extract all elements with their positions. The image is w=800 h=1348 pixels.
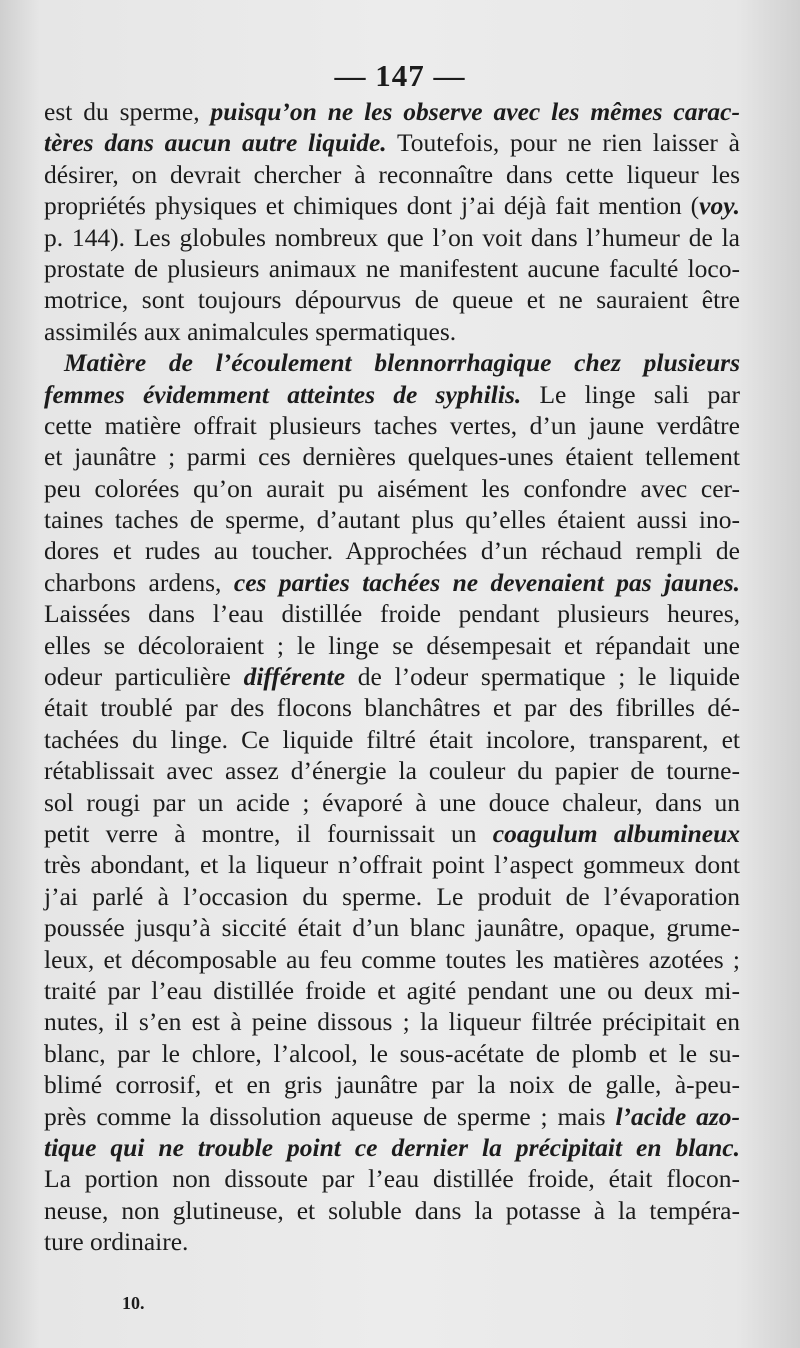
italic-text: Matière de l’écoulement blennorrhagique chez plusieurs: [64, 348, 740, 378]
text-run: assimilés aux animalcules spermatiques.: [44, 316, 457, 346]
text-run: rétablissait avec assez d’énergie la couleur du papier de tourne-: [44, 756, 740, 786]
text-run: cette matière offrait plusieurs taches vertes, d’un jaune verdâtre: [44, 410, 740, 440]
text-line: [44, 253, 740, 284]
text-line: [44, 912, 740, 943]
text-line: [44, 379, 740, 410]
text-line: [44, 881, 740, 912]
text-run: est du sperme,: [44, 97, 211, 126]
text-line: [44, 127, 740, 158]
text-line: [44, 755, 740, 786]
text-run: près comme la dissolution aqueuse de sperme ; mais: [44, 1101, 616, 1131]
text-line: [44, 944, 740, 975]
text-run: elles se décoloraient ; le linge se désempesait et répandait une: [44, 630, 740, 660]
text-line: [44, 222, 740, 253]
italic-text: coagulum albumineux: [492, 818, 740, 848]
text-line: [44, 630, 740, 661]
text-run: charbons ardens,: [44, 567, 234, 597]
text-line: [44, 410, 740, 441]
text-run: sol rougi par un acide ; évaporé à une douce chaleur, dans un: [44, 787, 740, 817]
text-line: [44, 567, 740, 598]
text-run: très abondant, et la liqueur n’offrait point l’aspect gommeux dont: [44, 850, 740, 880]
text-run: Toutefois, pour ne rien laisser à: [386, 128, 740, 158]
text-run: odeur particulière: [44, 662, 244, 692]
text-run: ture ordinaire.: [44, 1227, 189, 1257]
text-line: [44, 661, 740, 692]
text-run: tachées du linge. Ce liquide filtré était incolore, transparent, et: [44, 724, 740, 754]
text-run: était troublé par des flocons blanchâtres et par des fibrilles dé-: [44, 693, 740, 723]
text-line: [44, 1038, 740, 1069]
text-line: [44, 849, 740, 880]
page-number: — 147 —: [334, 58, 466, 93]
body-text: [44, 96, 740, 1257]
text-line: [44, 1226, 740, 1257]
text-run: La portion non dissoute par l’eau distillée froide, était flocon-: [44, 1164, 740, 1194]
text-run: dores et rudes au toucher. Approchées d’un réchaud rempli de: [44, 536, 740, 566]
italic-text: voy.: [699, 191, 740, 221]
signature-mark: 10.: [122, 1293, 145, 1313]
text-run: désirer, on devrait chercher à reconnaître dans cette liqueur les: [44, 159, 740, 189]
text-line: [44, 284, 740, 315]
italic-text: différente: [243, 662, 346, 692]
text-run: blimé corrosif, et en gris jaunâtre par la noix de galle, à-peu-: [44, 1070, 740, 1100]
text-line: [44, 190, 740, 221]
text-line: [44, 316, 740, 347]
text-line: [44, 535, 740, 566]
text-run: taines taches de sperme, d’autant plus qu’elles étaient aussi ino-: [44, 505, 740, 535]
text-run: j’ai parlé à l’occasion du sperme. Le produit de l’évaporation: [44, 881, 740, 911]
text-line: [44, 347, 740, 378]
text-line: [44, 692, 740, 723]
italic-text: ces parties tachées ne devenaient pas jaunes.: [233, 567, 740, 597]
text-run: petit verre à montre, il fournissait un: [44, 818, 493, 848]
text-line: [44, 1132, 740, 1163]
text-run: neuse, non glutineuse, et soluble dans la potasse à la tempéra-: [44, 1195, 740, 1225]
text-run: peu colorées qu’on aurait pu aisément les confondre avec cer-: [44, 473, 740, 503]
text-line: [44, 441, 740, 472]
text-run: Laissées dans l’eau distillée froide pendant plusieurs heures,: [44, 599, 740, 629]
text-line: [44, 1163, 740, 1194]
text-line: [44, 96, 740, 127]
text-line: [44, 504, 740, 535]
text-run: prostate de plusieurs animaux ne manifestent aucune faculté loco-: [44, 253, 740, 283]
text-run: nutes, il s’en est à peine dissous ; la liqueur filtrée précipitait en: [44, 1007, 740, 1037]
text-line: [44, 473, 740, 504]
text-line: [44, 1069, 740, 1100]
text-run: leux, et décomposable au feu comme toutes les matières azotées ;: [44, 944, 740, 974]
text-run: p. 144). Les globules nombreux que l’on voit dans l’humeur de la: [44, 222, 740, 252]
text-line: [44, 1101, 740, 1132]
text-run: motrice, sont toujours dépourvus de queue et ne sauraient être: [44, 285, 740, 315]
text-run: blanc, par le chlore, l’alcool, le sous-acétate de plomb et le su-: [44, 1038, 740, 1068]
text-line: [44, 159, 740, 190]
text-line: [44, 724, 740, 755]
italic-text: puisqu’on ne les observe avec les mêmes carac-: [210, 97, 740, 126]
text-line: [44, 975, 740, 1006]
text-run: et jaunâtre ; parmi ces dernières quelques-unes étaient tellement: [44, 442, 740, 472]
text-line: [44, 1006, 740, 1037]
italic-text: tères dans aucun autre liquide.: [44, 128, 387, 158]
text-run: propriétés physiques et chimiques dont j’ai déjà fait mention (: [44, 191, 700, 221]
text-run: traité par l’eau distillée froide et agité pendant une ou deux mi-: [44, 975, 740, 1005]
italic-text: femmes évidemment atteintes de syphilis.: [44, 379, 522, 409]
text-run: de l’odeur spermatique ; le liquide: [345, 662, 740, 692]
text-line: [44, 598, 740, 629]
text-run: poussée jusqu’à siccité était d’un blanc jaunâtre, opaque, grume-: [44, 913, 740, 943]
text-run: Le linge sali par: [521, 379, 740, 409]
italic-text: tique qui ne trouble point ce dernier la précipitait en blanc.: [44, 1132, 740, 1162]
italic-text: l’acide azo-: [615, 1101, 740, 1131]
text-line: [44, 1195, 740, 1226]
text-line: [44, 818, 740, 849]
text-line: [44, 787, 740, 818]
